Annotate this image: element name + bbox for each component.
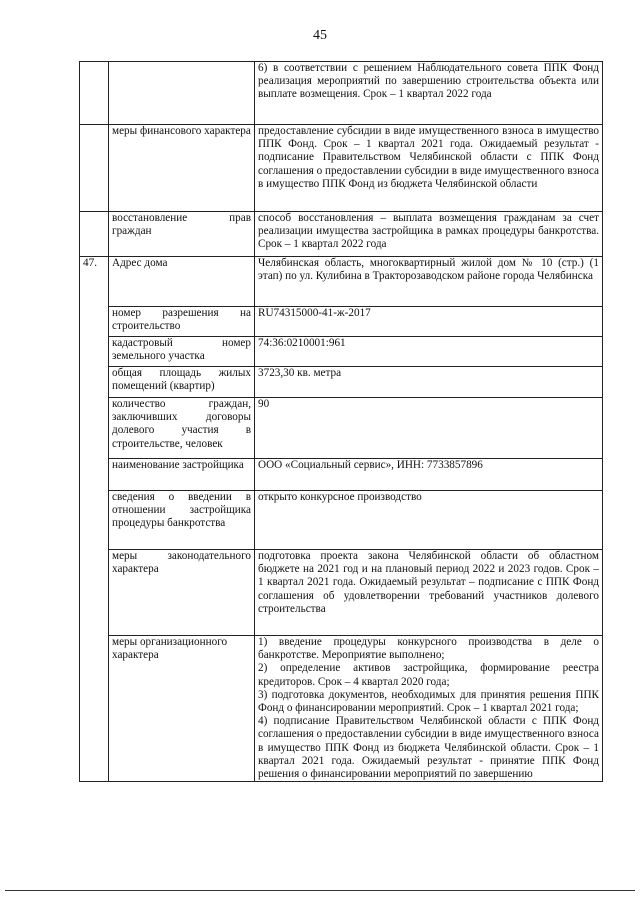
label-cell: количество граждан, заключивших договоры долевого участия в строительстве, человек <box>109 398 255 459</box>
list-item: 1) введение процедуры конкурсного производства в деле о банкротстве. Мероприятие выполнено; <box>258 636 599 662</box>
table-row <box>80 257 603 307</box>
table-row <box>80 62 603 125</box>
value-cell <box>255 636 603 782</box>
table-row <box>80 636 603 782</box>
label-cell: номер разрешения на строительство <box>109 307 255 337</box>
value-cell: предоставление субсидии в виде имущественного взноса в имущество ППК Фонд. Срок – 1 квартал 2021 года. Ожидаемый результат - подписание Правительством Челябинской области с ППК Фонд соглашения о предоставлении субсидии в виде имущественного взноса в имущество ППК Фонд из бюджета Челябинской области <box>255 125 603 212</box>
label-cell: меры законодательного характера <box>109 550 255 636</box>
number-cell <box>80 125 109 212</box>
label-cell: меры финансового характера <box>109 125 255 212</box>
label-cell: сведения о введении в отношении застройщика процедуры банкротства <box>109 491 255 550</box>
label-cell: меры организационного характера <box>109 636 255 782</box>
list-item: 3) подготовка документов, необходимых для принятия решения ППК Фонд о финансировании мероприятий. Срок – 1 квартал 2021 года; <box>258 688 599 715</box>
value-cell: открыто конкурсное производство <box>255 491 603 550</box>
number-cell <box>80 212 109 257</box>
page-number: 45 <box>313 28 327 43</box>
number-cell <box>80 62 109 125</box>
value-cell: RU74315000-41-ж-2017 <box>255 307 603 337</box>
value-cell: ООО «Социальный сервис», ИНН: 7733857896 <box>255 459 603 491</box>
page-bottom-rule <box>5 890 635 891</box>
table-row <box>80 367 603 398</box>
table-row <box>80 398 603 459</box>
list-item: 4) подписание Правительством Челябинской области с ППК Фонд соглашения о предоставлении субсидии в виде имущественного взноса в имущество ППК Фонд из бюджета Челябинской области. Срок – 1 квартал 2021 года. Ожидаемый результат - принятие ППК Фонд решения о финансировании мероприятий по завершению <box>258 715 600 781</box>
value-cell: 74:36:0210001:961 <box>255 337 603 367</box>
label-cell: общая площадь жилых помещений (квартир) <box>109 367 255 398</box>
table-row <box>80 212 603 257</box>
house-measures-table <box>79 61 603 782</box>
table-row <box>80 307 603 337</box>
label-cell: наименование застройщика <box>109 459 255 491</box>
label-cell <box>109 62 255 125</box>
value-cell: 6) в соответствии с решением Наблюдательного совета ППК Фонд реализация мероприятий по завершению строительства объекта или выплате возмещения. Срок – 1 квартал 2022 года <box>255 62 603 125</box>
table-row <box>80 550 603 636</box>
label-cell: Адрес дома <box>109 257 255 307</box>
table-row <box>80 491 603 550</box>
table-row <box>80 125 603 212</box>
label-cell: кадастровый номер земельного участка <box>109 337 255 367</box>
table-row <box>80 459 603 491</box>
value-cell: способ восстановления – выплата возмещения гражданам за счет реализации имущества застройщика в рамках процедуры банкротства. Срок – 1 квартал 2022 года <box>255 212 603 257</box>
list-item: 2) определение активов застройщика, формирование реестра кредиторов. Срок – 4 квартал 2020 года; <box>258 662 599 688</box>
value-cell: Челябинская область, многоквартирный жилой дом № 10 (стр.) (1 этап) по ул. Кулибина в Тракторозаводском районе города Челябинска <box>255 257 603 307</box>
value-cell: подготовка проекта закона Челябинской области об областном бюджете на 2021 год и на плановый период 2022 и 2023 годов. Срок – 1 квартал 2021 года. Ожидаемый результат – подписание с ППК Фонд соглашения об удовлетворении требований участников долевого строительства <box>255 550 603 636</box>
item-number-cell: 47. <box>80 257 109 782</box>
value-cell: 3723,30 кв. метра <box>255 367 603 398</box>
table-row <box>80 337 603 367</box>
label-cell: восстановление прав граждан <box>109 212 255 257</box>
value-cell: 90 <box>255 398 603 459</box>
